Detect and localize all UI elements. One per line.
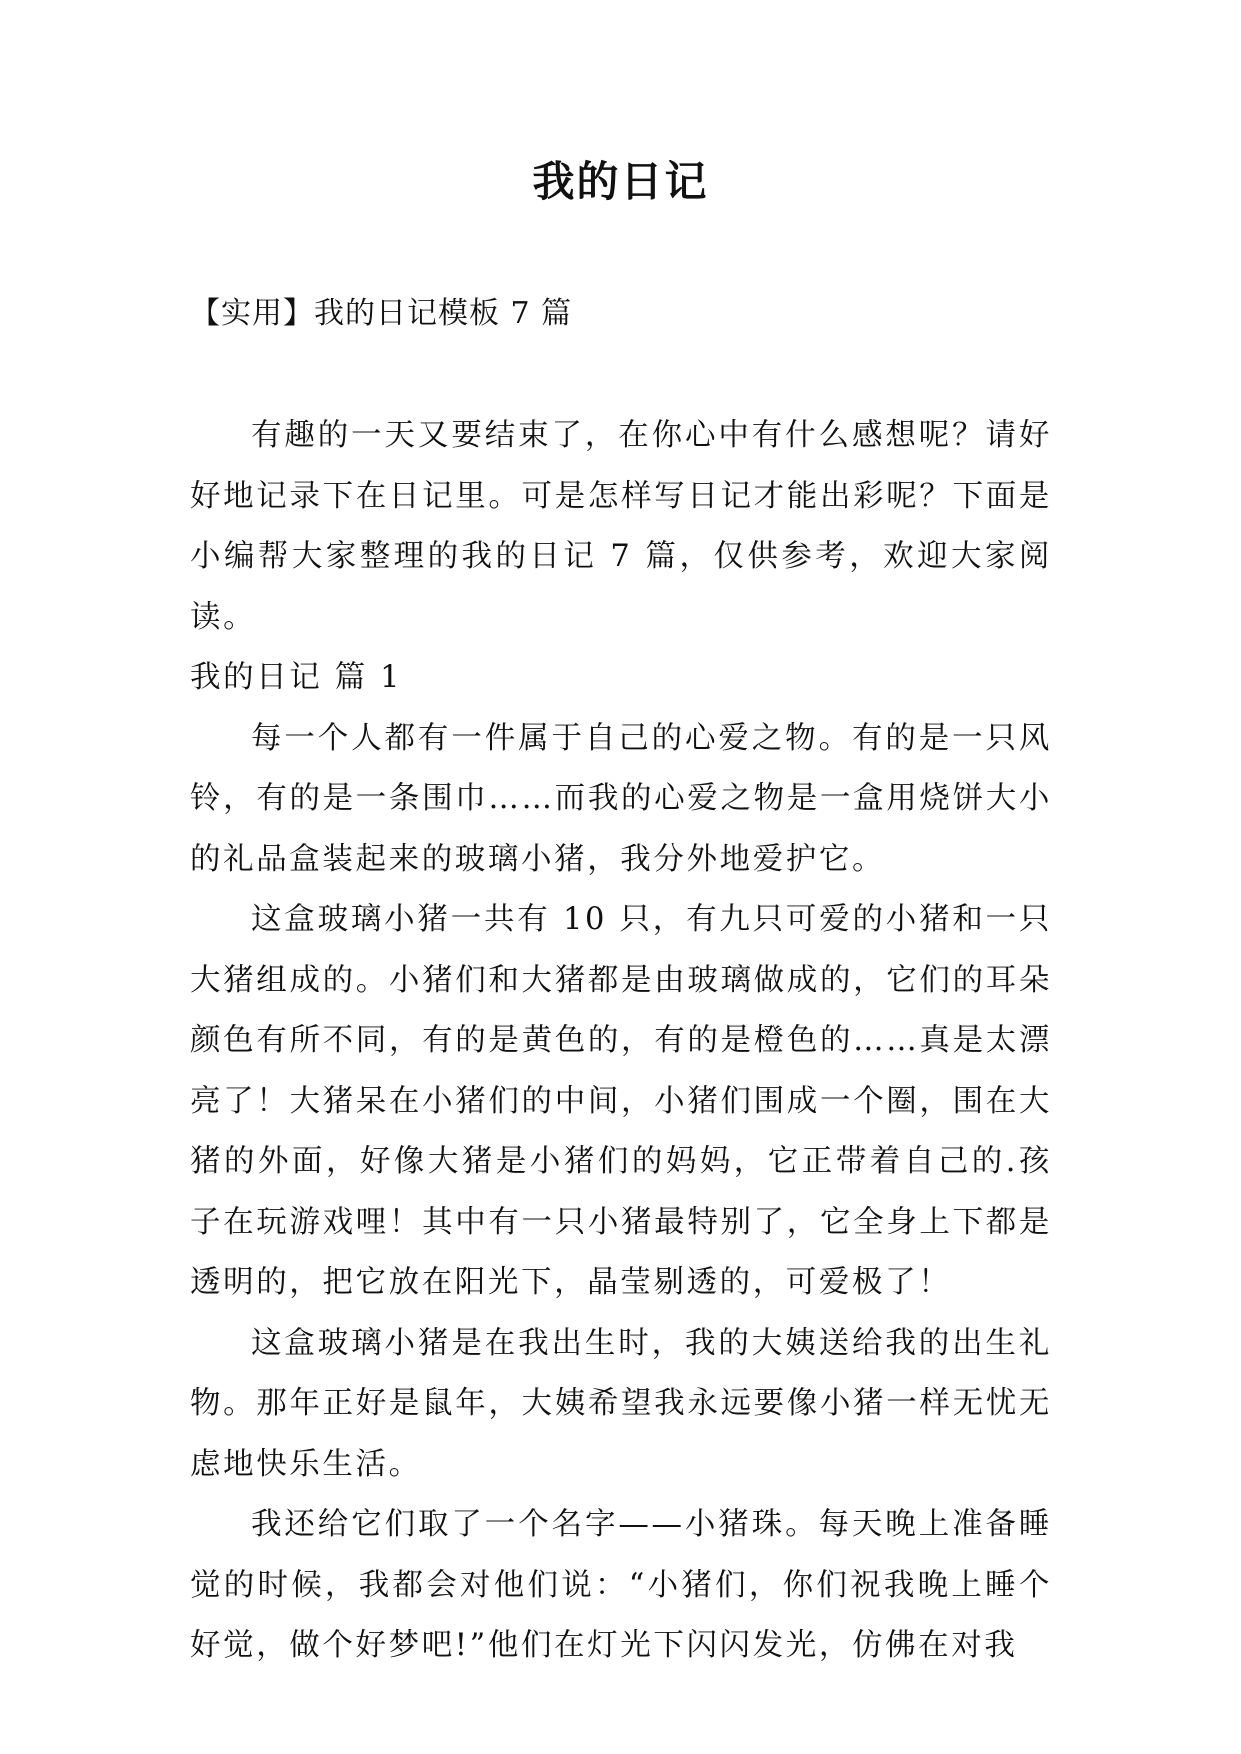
document-subtitle: 【实用】我的日记模板 7 篇 — [190, 296, 573, 331]
body-paragraph: 每一个人都有一件属于自己的心爱之物。有的是一只风铃，有的是一条围巾……而我的心爱之物是一盒用烧饼大小的礼品盒装起来的玻璃小猪，我分外地爱护它。 — [190, 720, 1052, 877]
document-title: 我的日记 — [532, 157, 709, 206]
body-paragraph: 这盒玻璃小猪是在我出生时，我的大姨送给我的出生礼物。那年正好是鼠年，大姨希望我永远要像小猪一样无忧无虑地快乐生活。 — [190, 1325, 1052, 1482]
document-body — [190, 406, 1052, 1677]
body-paragraph: 我还给它们取了一个名字——小猪珠。每天晚上准备睡觉的时候，我都会对他们说：“小猪们，你们祝我晚上睡个好觉，做个好梦吧!”他们在灯光下闪闪发光，仿佛在对我 — [190, 1507, 1052, 1663]
section-heading: 我的日记 篇 1 — [190, 660, 403, 695]
body-paragraph: 这盒玻璃小猪一共有 10 只，有九只可爱的小猪和一只大猪组成的。小猪们和大猪都是由玻璃做成的，它们的耳朵颜色有所不同，有的是黄色的，有的是橙色的……真是太漂亮了！大猪呆在小猪们的中间，小猪们围成一个圈，围在大猪的外面，好像大猪是小猪们的妈妈，它正带着自己的.孩子在玩游戏哩！其中有一只小猪最特别了，它全身上下都是透明的，把它放在阳光下，晶莹剔透的，可爱极了！ — [190, 902, 1052, 1300]
intro-paragraph: 有趣的一天又要结束了，在你心中有什么感想呢？请好好地记录下在日记里。可是怎样写日记才能出彩呢？下面是小编帮大家整理的我的日记 7 篇，仅供参考，欢迎大家阅读。 — [190, 418, 1052, 635]
